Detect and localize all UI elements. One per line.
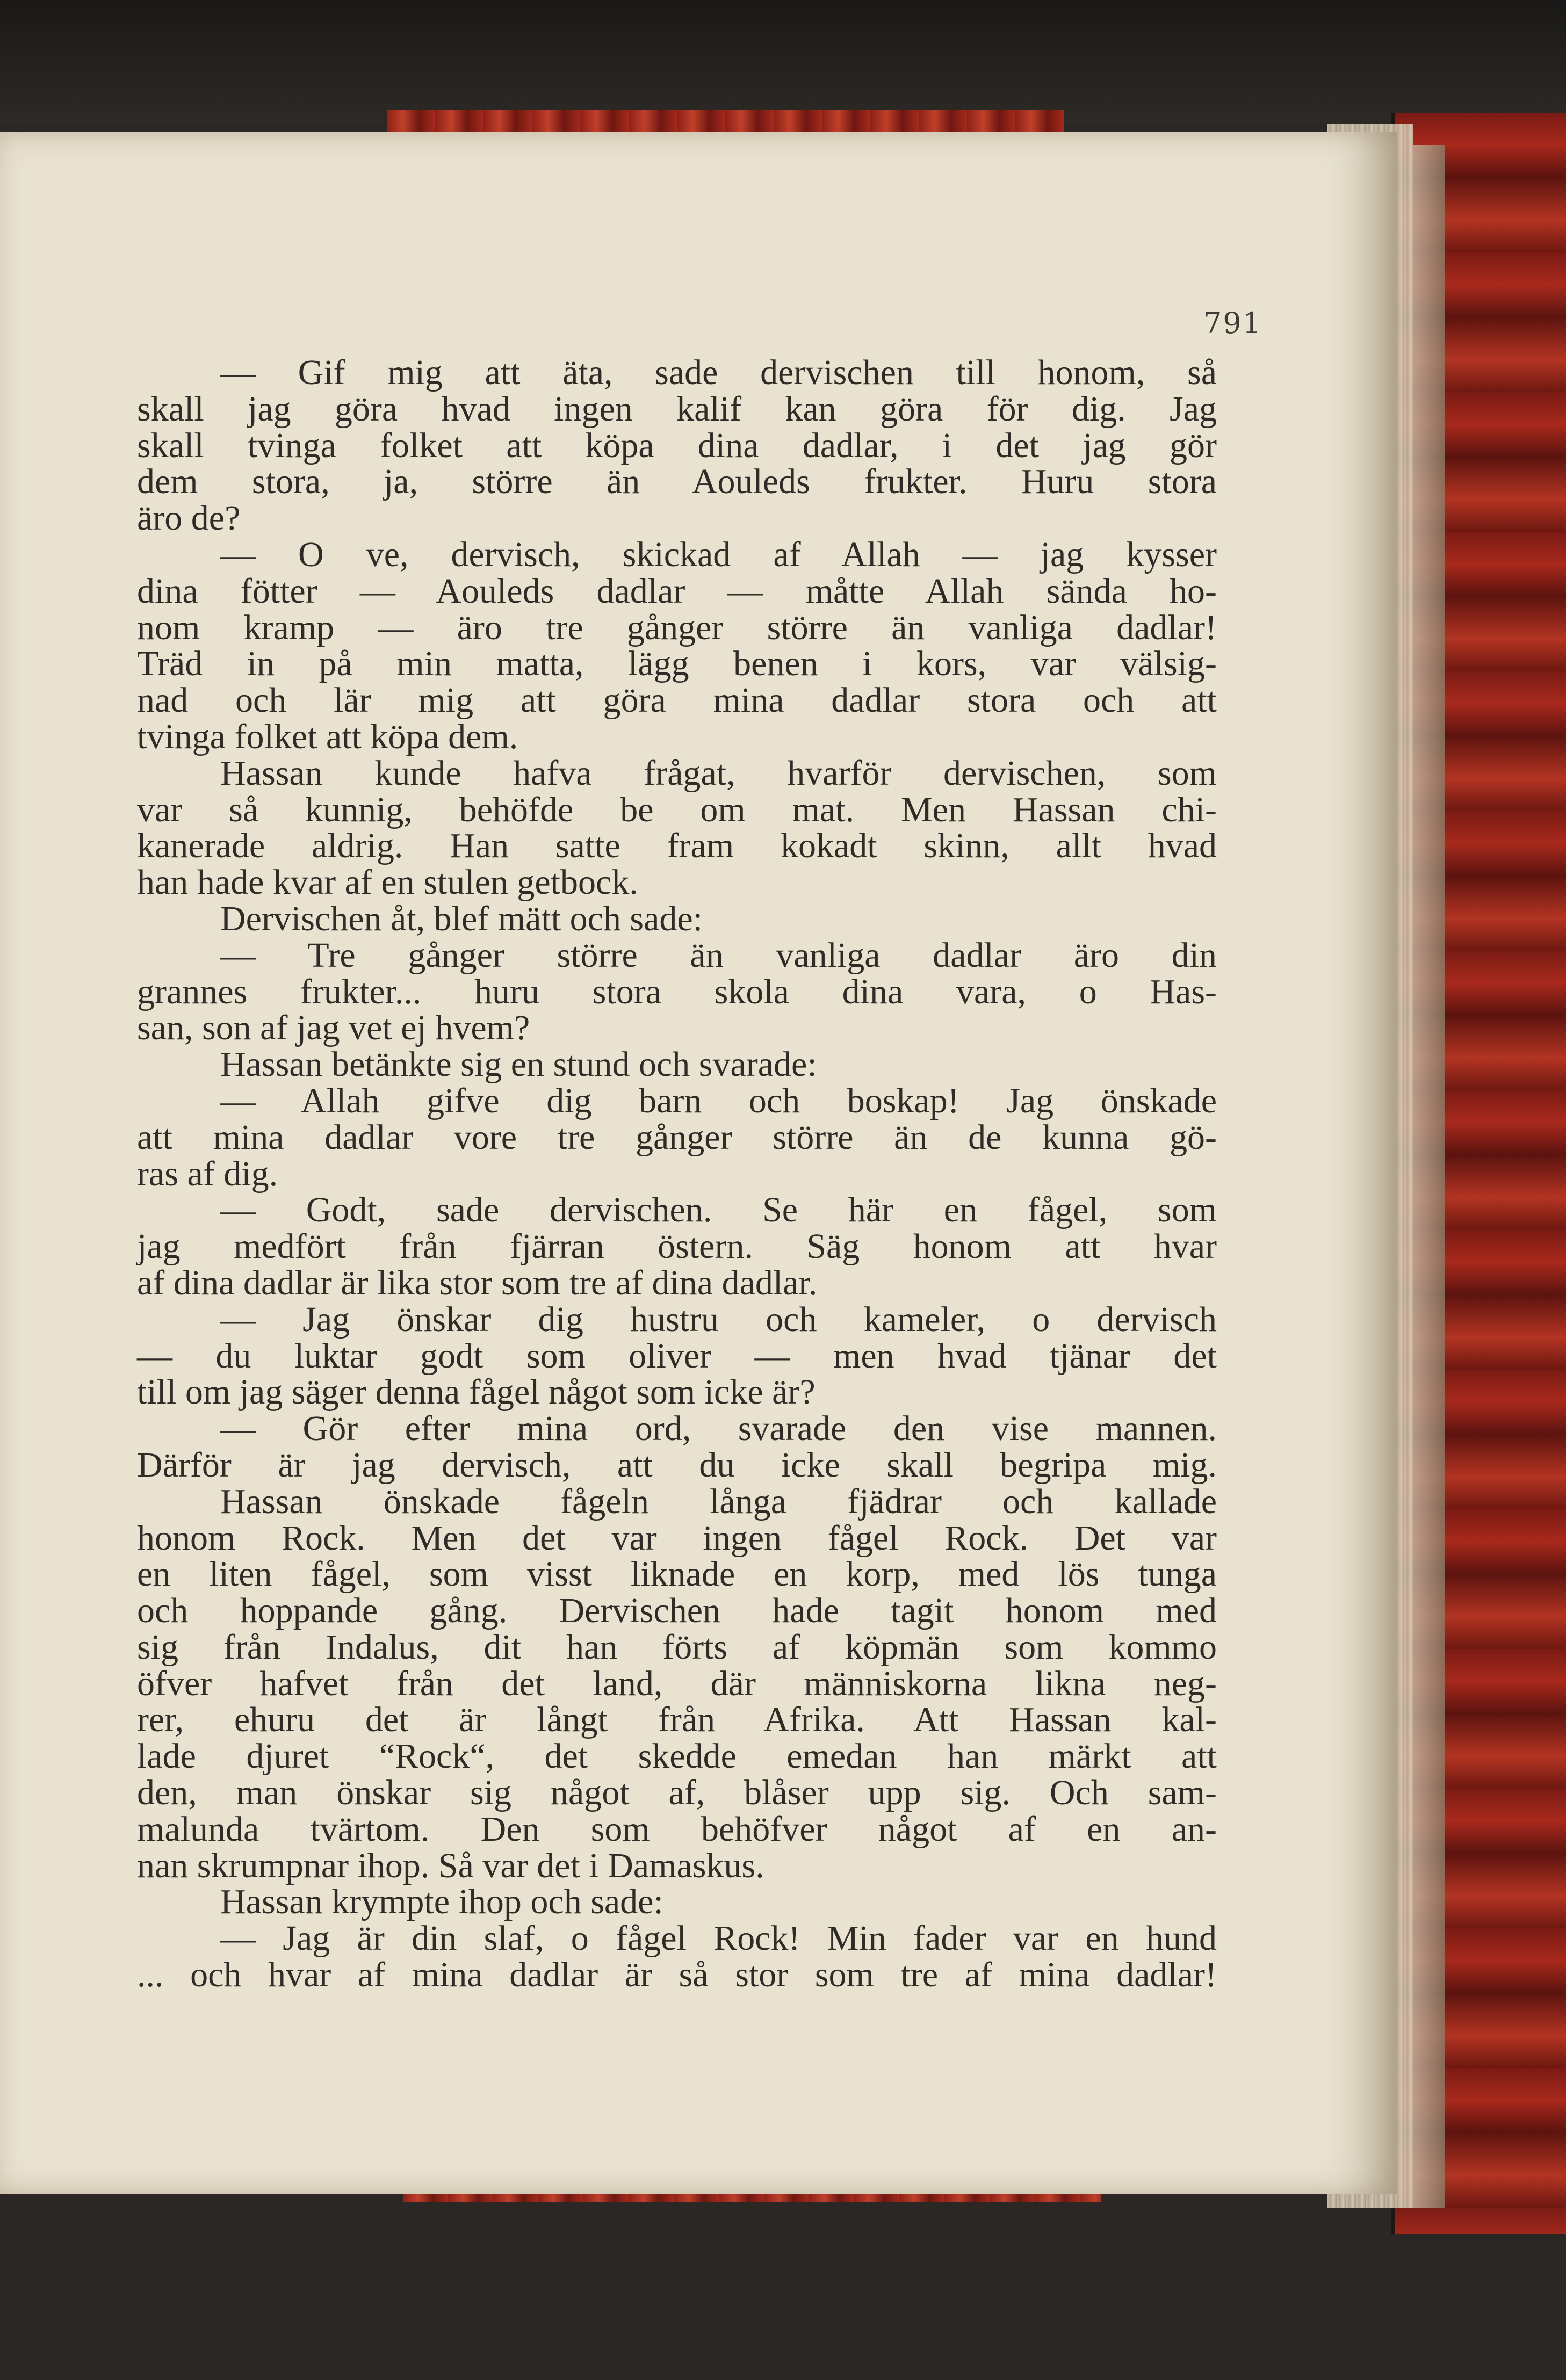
text-line: rer, ehuru det är långt från Afrika. Att Hassan kal-: [137, 1700, 1217, 1740]
text-line: den, man önskar sig något af, blåser upp sig. Och sam-: [137, 1773, 1217, 1813]
text-line: att mina dadlar vore tre gånger större än de kunna gö-: [137, 1117, 1217, 1157]
text-line: — Allah gifve dig barn och boskap! Jag önskade: [220, 1081, 1217, 1120]
text-line: malunda tvärtom. Den som behöfver något af en an-: [137, 1809, 1217, 1849]
text-line: Hassan betänkte sig en stund och svarade:: [220, 1045, 817, 1084]
body-text: [137, 355, 1217, 1993]
text-line: san, son af jag vet ej hvem?: [137, 1008, 530, 1048]
text-line: ... och hvar af mina dadlar är så stor som tre af mina dadlar!: [137, 1955, 1217, 1995]
text-line: Hassan krympte ihop och sade:: [220, 1882, 663, 1922]
text-line: nom kramp — äro tre gånger större än vanliga dadlar!: [137, 607, 1217, 647]
text-line: Hassan kunde hafva frågat, hvarför dervischen, som: [220, 753, 1217, 793]
text-line: öfver hafvet från det land, där människorna likna neg-: [137, 1663, 1217, 1703]
text-line: grannes frukter... huru stora skola dina vara, o Has-: [137, 972, 1217, 1011]
text-line: Träd in på min matta, lägg benen i kors, var välsig-: [137, 644, 1217, 684]
text-line: en liten fågel, som visst liknade en korp, med lös tunga: [137, 1554, 1217, 1594]
text-line: — Jag önskar dig hustru och kameler, o dervisch: [220, 1299, 1217, 1339]
book-spine-inner: [1413, 145, 1445, 2208]
text-line: och hoppande gång. Dervischen hade tagit honom med: [137, 1591, 1217, 1631]
text-line: — Jag är din slaf, o fågel Rock! Min fader var en hund: [220, 1919, 1217, 1958]
text-line: var så kunnig, behöfde be om mat. Men Hassan chi-: [137, 790, 1217, 829]
text-line: honom Rock. Men det var ingen fågel Rock. Det var: [137, 1518, 1217, 1558]
text-line: skall jag göra hvad ingen kalif kan göra för dig. Jag: [137, 389, 1217, 429]
text-line: lade djuret “Rock“, det skedde emedan han märkt att: [137, 1737, 1217, 1776]
text-line: Hassan önskade fågeln långa fjädrar och kallade: [220, 1481, 1217, 1521]
text-line: — Godt, sade dervischen. Se här en fågel, som: [220, 1190, 1217, 1230]
text-line: Därför är jag dervisch, att du icke skall begripa mig.: [137, 1445, 1217, 1485]
text-line: — Gif mig att äta, sade dervischen till honom, så: [220, 353, 1217, 392]
text-line: ras af dig.: [137, 1154, 278, 1193]
text-line: — O ve, dervisch, skickad af Allah — jag kysser: [220, 534, 1217, 574]
text-line: nan skrumpnar ihop. Så var det i Damaskus.: [137, 1846, 764, 1885]
text-line: kanerade aldrig. Han satte fram kokadt skinn, allt hvad: [137, 826, 1217, 866]
text-line: af dina dadlar är lika stor som tre af dina dadlar.: [137, 1263, 818, 1303]
text-line: sig från Indalus, dit han förts af köpmän som kommo: [137, 1627, 1217, 1667]
page-number: 791: [1203, 306, 1262, 340]
text-line: Dervischen åt, blef mätt och sade:: [220, 899, 703, 938]
text-line: skall tvinga folket att köpa dina dadlar, i det jag gör: [137, 425, 1217, 465]
text-line: till om jag säger denna fågel något som icke är?: [137, 1372, 816, 1412]
text-line: dina fötter — Aouleds dadlar — måtte Allah sända ho-: [137, 571, 1217, 611]
text-line: han hade kvar af en stulen getbock.: [137, 863, 638, 902]
scan-backdrop: [0, 0, 1566, 124]
text-line: jag medfört från fjärran östern. Säg honom att hvar: [137, 1227, 1217, 1267]
text-line: nad och lär mig att göra mina dadlar stora och att: [137, 681, 1217, 720]
text-line: tvinga folket att köpa dem.: [137, 717, 518, 756]
text-line: — du luktar godt som oliver — men hvad tjänar det: [137, 1336, 1217, 1376]
text-line: — Gör efter mina ord, svarade den vise mannen.: [220, 1409, 1217, 1449]
text-line: äro de?: [137, 498, 241, 538]
text-line: — Tre gånger större än vanliga dadlar äro din: [220, 935, 1217, 975]
text-line: dem stora, ja, större än Aouleds frukter. Huru stora: [137, 462, 1217, 502]
